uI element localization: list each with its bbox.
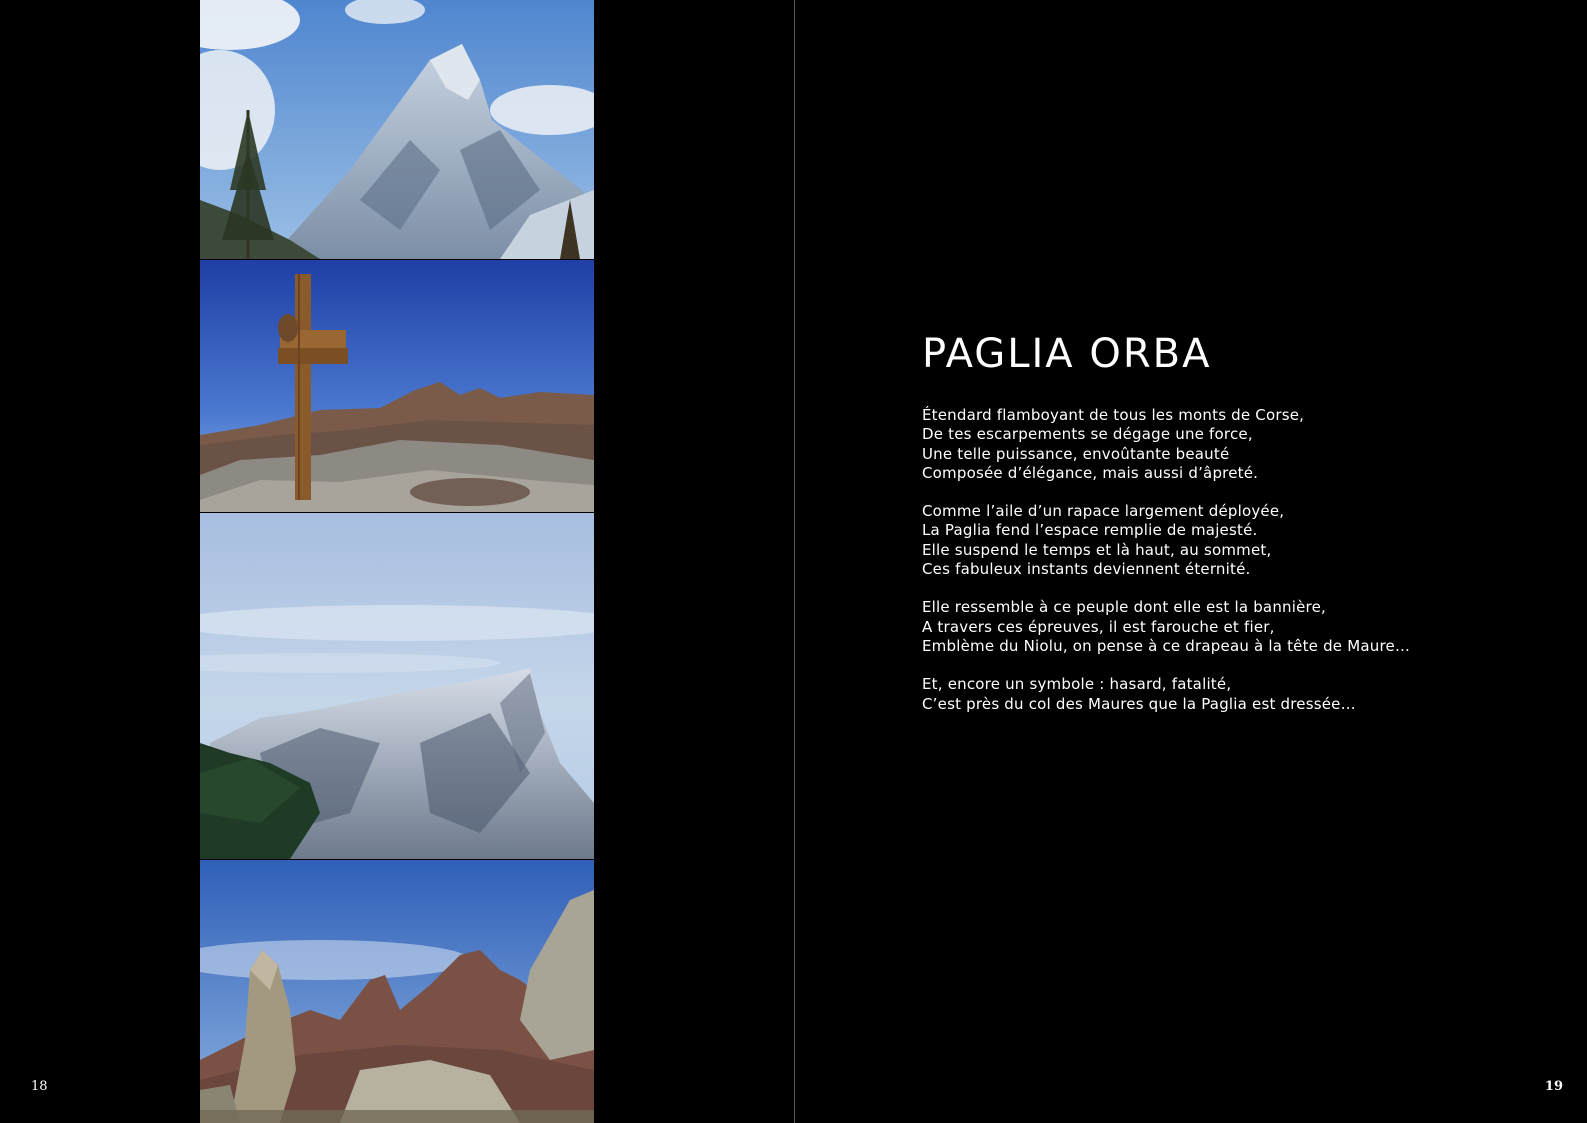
poem-line: Emblème du Niolu, on pense à ce drapeau à la tête de Maure… xyxy=(922,636,1411,655)
snowy-peak-image xyxy=(200,0,594,259)
photo-snowy-peak xyxy=(200,0,594,259)
snowy-ridge-image xyxy=(200,513,594,859)
photo-column xyxy=(200,0,594,1123)
poem-line: A travers ces épreuves, il est farouche et fier, xyxy=(922,617,1275,636)
poem-line: De tes escarpements se dégage une force, xyxy=(922,425,1253,444)
photo-snowy-ridge xyxy=(200,513,594,859)
poem-line: Comme l’aile d’un rapace largement déployée, xyxy=(922,502,1285,521)
poem-line: Une telle puissance, envoûtante beauté xyxy=(922,444,1230,463)
stanza xyxy=(922,598,1542,656)
poem xyxy=(922,406,1542,733)
poem-line: C’est près du col des Maures que la Paglia est dressée… xyxy=(922,694,1356,713)
poem-line: Elle ressemble à ce peuple dont elle est la bannière, xyxy=(922,598,1326,617)
poem-line: Et, encore un symbole : hasard, fatalité, xyxy=(922,675,1232,694)
stanza xyxy=(922,502,1542,579)
granite-peaks-image xyxy=(200,860,594,1123)
photo-summit-cross xyxy=(200,260,594,512)
page-number-right: 19 xyxy=(1544,1079,1563,1094)
poem-line: Elle suspend le temps et là haut, au sommet, xyxy=(922,540,1272,559)
photo-granite-peaks xyxy=(200,860,594,1123)
page-number-left: 18 xyxy=(31,1079,48,1094)
stanza xyxy=(922,675,1542,714)
poem-line: Étendard flamboyant de tous les monts de Corse, xyxy=(922,406,1305,424)
poem-line: Ces fabuleux instants deviennent éternité. xyxy=(922,560,1251,579)
poem-line: Composée d’élégance, mais aussi d’âpreté. xyxy=(922,463,1259,482)
summit-cross-image xyxy=(200,260,594,512)
poem-line: La Paglia fend l’espace remplie de majesté. xyxy=(922,521,1258,540)
stanza xyxy=(922,406,1542,483)
poem-title: PAGLIA ORBA xyxy=(922,331,1212,377)
